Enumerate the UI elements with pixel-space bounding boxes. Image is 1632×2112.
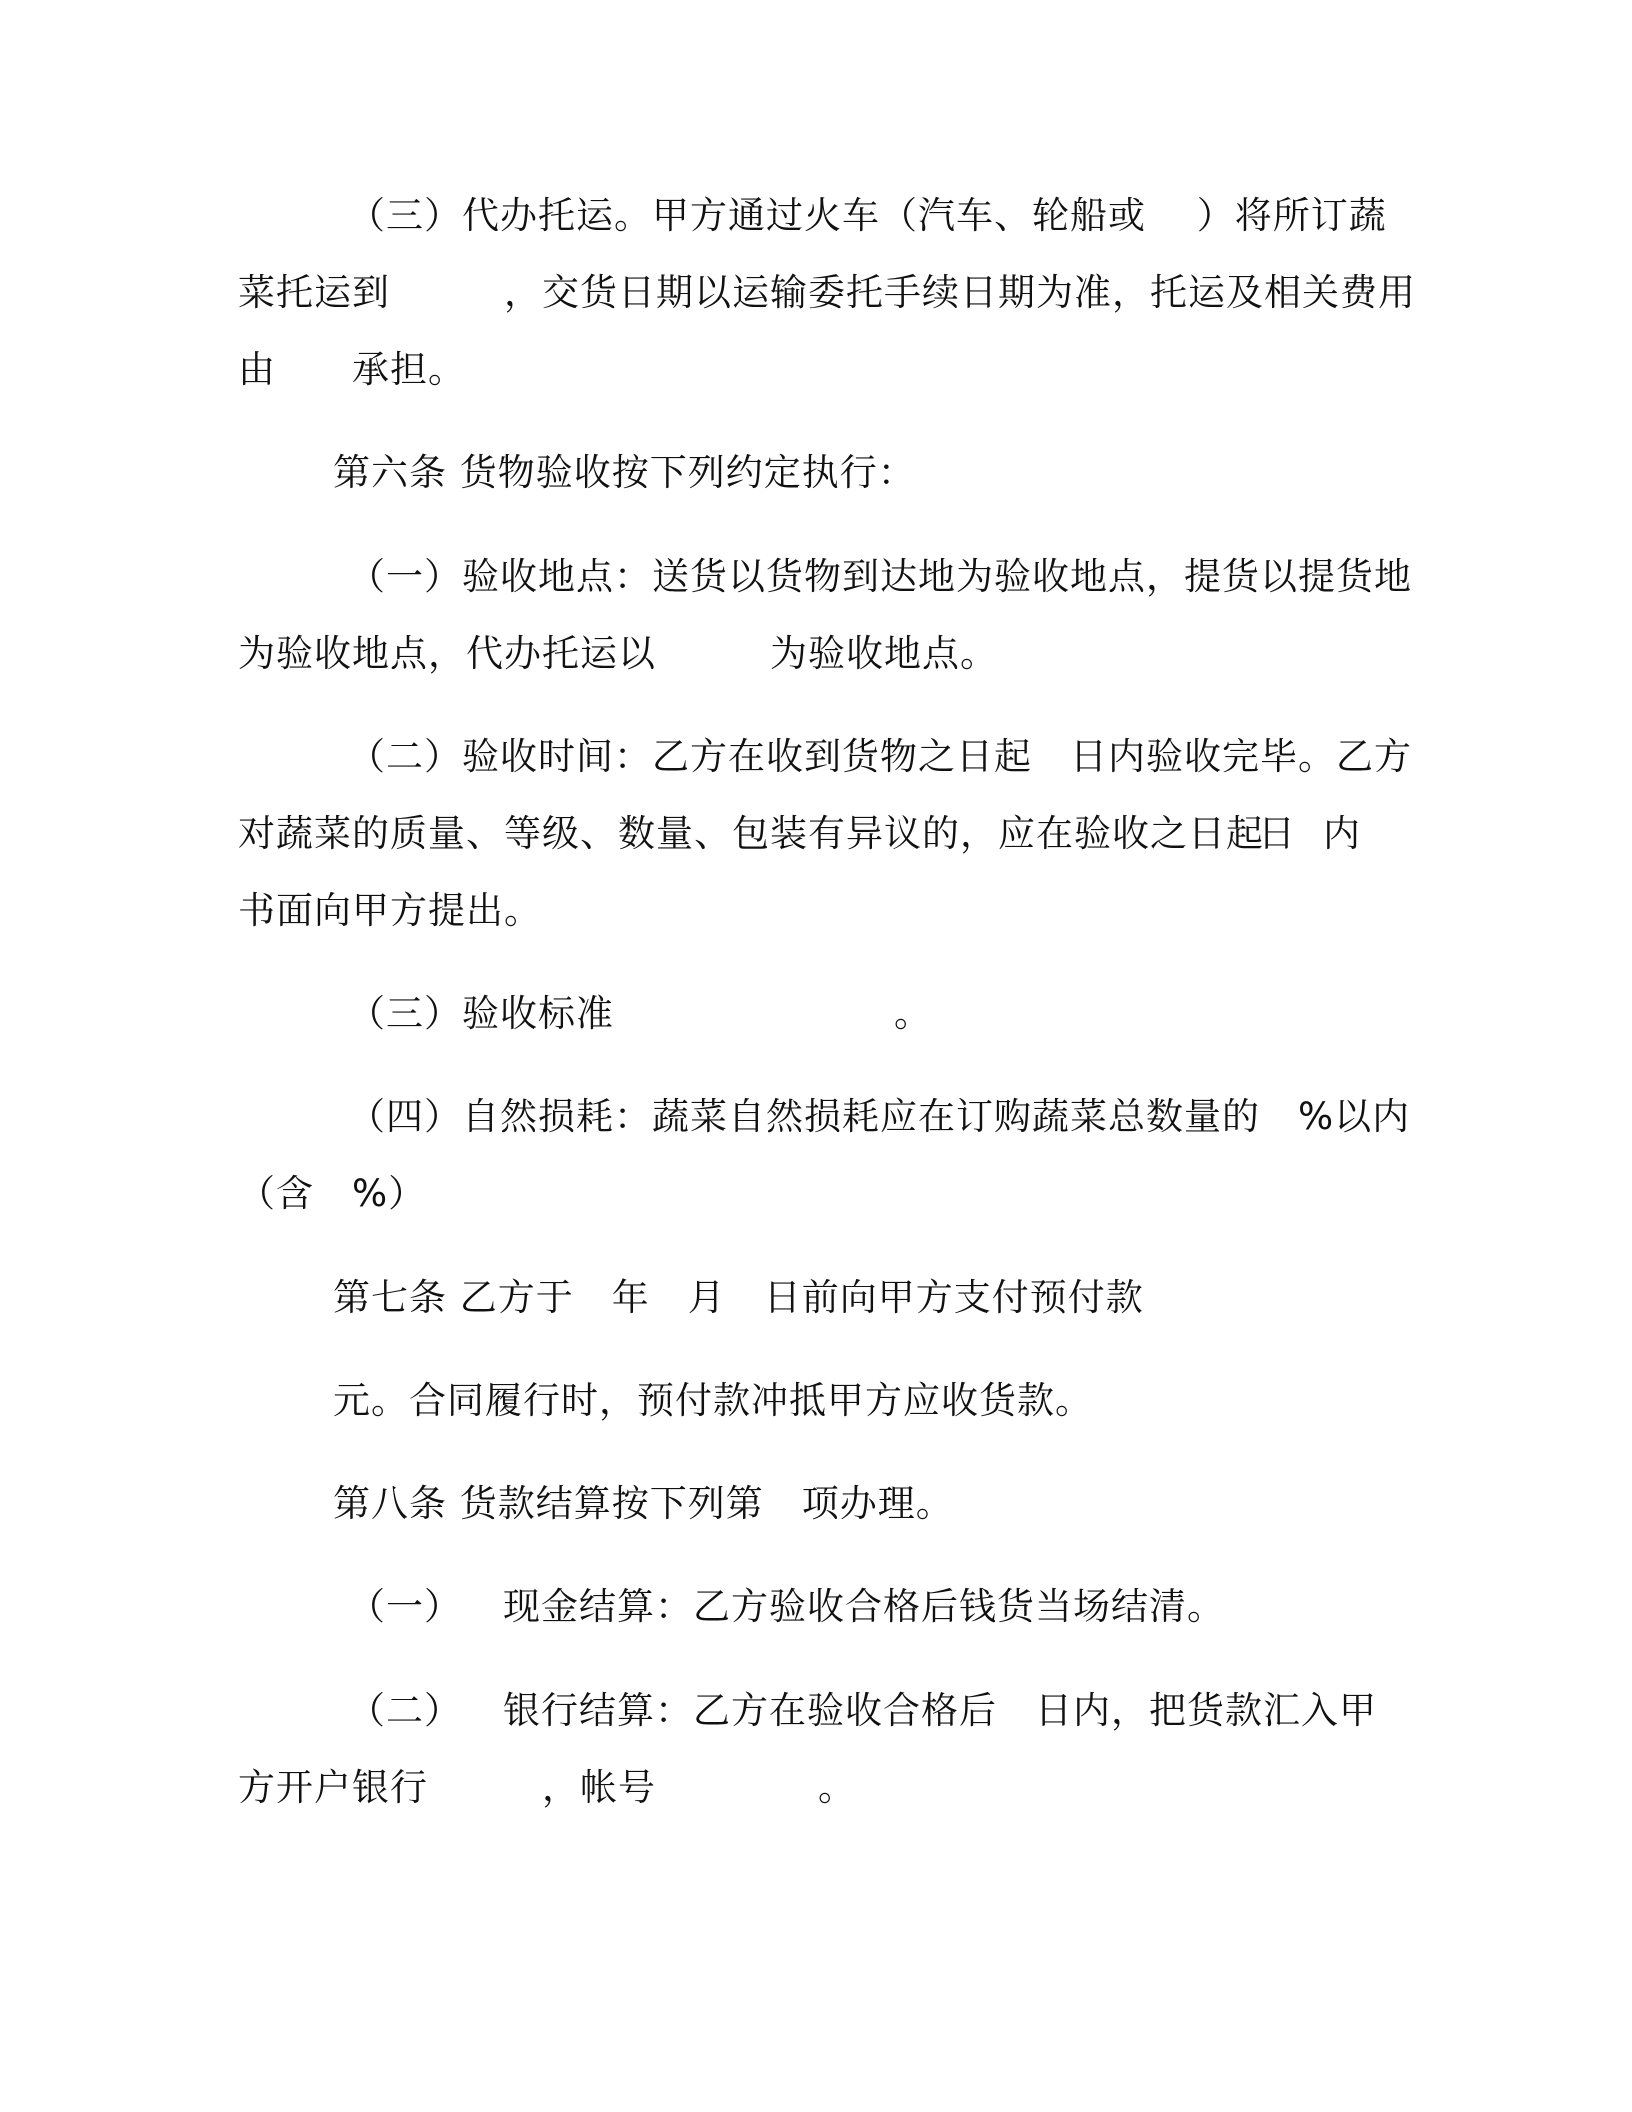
article-8-heading: 第八条 货款结算按下列第 项办理。 [333, 1482, 954, 1525]
article-6-item-4-line-2: （含 %） [238, 1172, 427, 1215]
article-6-item-2-within: 内 [1323, 812, 1361, 855]
article-6-item-1-line-1: （一）验收地点：送货以货物到达地为验收地点，提货以提货地 [348, 555, 1412, 598]
article-6-item-3-label: （三）验收标准 [348, 992, 614, 1035]
article-6-item-2-day: 日 [1258, 812, 1296, 855]
article-7-line-1: 第七条 乙方于 年 月 日前向甲方支付预付款 [333, 1276, 1144, 1319]
article-6-item-2-line-1: （二）验收时间：乙方在收到货物之日起 日内验收完毕。乙方 [348, 735, 1412, 778]
article-6-item-4-line-1: （四）自然损耗：蔬菜自然损耗应在订购蔬菜总数量的 %以内 [348, 1095, 1411, 1138]
article-8-item-1-text: 现金结算：乙方验收合格后钱货当场结清。 [503, 1585, 1225, 1628]
paragraph-3-line-3: 由 承担。 [238, 348, 466, 391]
paragraph-3-line-2: 菜托运到 ，交货日期以运输委托手续日期为准，托运及相关费用 [238, 271, 1416, 314]
article-8-item-2-number: （二） [348, 1689, 462, 1732]
article-6-heading: 第六条 货物验收按下列约定执行： [333, 451, 916, 494]
article-6-item-3-period: 。 [894, 992, 932, 1035]
article-8-item-2-text: 银行结算：乙方在验收合格后 日内，把货款汇入甲 [503, 1689, 1377, 1732]
article-8-item-2-line-2 [238, 1766, 856, 1942]
article-6-item-1-line-2: 为验收地点，代办托运以 为验收地点。 [238, 632, 998, 675]
article-8-item-2-bank-text: 方开户银行 ，帐号 [238, 1766, 656, 1809]
paragraph-3-line-1: （三）代办托运。甲方通过火车（汽车、轮船或 ）将所订蔬 [348, 194, 1387, 237]
article-7-line-2: 元。合同履行时，预付款冲抵甲方应收货款。 [333, 1379, 1093, 1422]
article-8-item-1-number: （一） [348, 1585, 462, 1628]
article-6-item-2-line-2-text: 对蔬菜的质量、等级、数量、包装有异议的，应在验收之日起 [238, 812, 1264, 855]
article-6-item-2-line-3: 书面向甲方提出。 [238, 889, 542, 932]
article-8-item-2-period: 。 [818, 1766, 856, 1809]
